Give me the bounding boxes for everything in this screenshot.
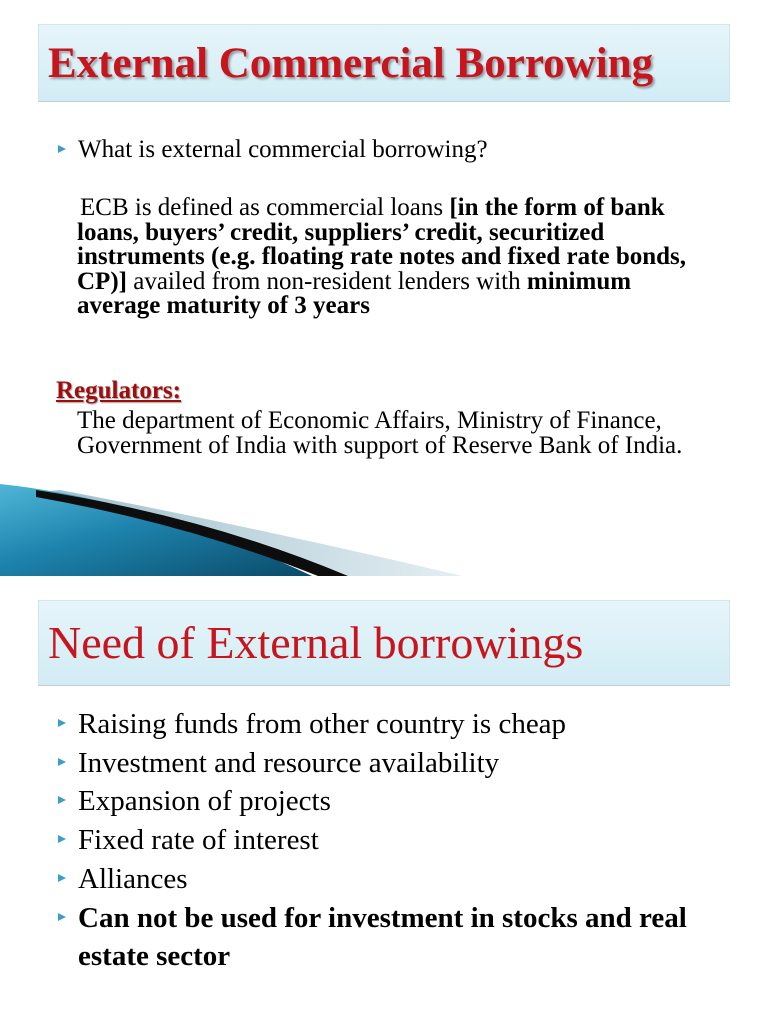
ecb-definition-paragraph <box>77 196 686 319</box>
bullet-item-question <box>0 136 768 164</box>
slide-title-box <box>38 24 730 102</box>
slide-title: External Commercial Borrowing <box>48 40 654 87</box>
definition-line <box>77 294 686 319</box>
decorative-swoosh-graphic <box>0 470 470 576</box>
list-item <box>0 705 728 744</box>
regulators-text <box>77 408 682 458</box>
list-item-text: Expansion of projects <box>78 785 331 818</box>
definition-bold-text: CP)] <box>77 267 127 295</box>
definition-line <box>77 245 686 270</box>
triangle-bullet-icon <box>58 719 66 727</box>
list-item <box>0 860 728 899</box>
triangle-bullet-icon <box>58 145 66 153</box>
list-item-restriction <box>0 899 728 976</box>
regulators-line: The department of Economic Affairs, Ministry of Finance, <box>77 407 662 434</box>
list-item <box>0 782 728 821</box>
definition-text: availed from non-resident lenders with <box>126 267 527 295</box>
list-item <box>0 821 728 860</box>
regulators-heading: Regulators: <box>56 377 181 404</box>
bullet-text: What is external commercial borrowing? <box>78 136 488 163</box>
definition-line <box>77 218 686 246</box>
list-item <box>0 744 728 783</box>
triangle-bullet-icon <box>58 874 66 882</box>
definition-bold-text: [in the form of bank <box>449 194 665 221</box>
definition-line <box>77 196 686 221</box>
definition-bold-text: instruments (e.g. floating rate notes and fixed rate bonds, <box>77 243 687 270</box>
list-item-text: Fixed rate of interest <box>78 824 319 857</box>
definition-bold-text: loans, buyers’ credit, suppliers’ credit, securitized <box>77 218 605 246</box>
slide-need-of-external-borrowings <box>0 576 768 1024</box>
triangle-bullet-icon <box>58 913 66 921</box>
definition-line <box>77 267 686 295</box>
triangle-bullet-icon <box>58 835 66 843</box>
definition-text: ECB is defined as commercial loans <box>80 194 450 221</box>
definition-bold-text: minimum <box>526 267 632 295</box>
list-item-text: Alliances <box>78 862 188 895</box>
list-item-text: Investment and resource availability <box>78 746 500 779</box>
definition-bold-text: average maturity of 3 years <box>77 292 370 319</box>
slide-title: Need of External borrowings <box>48 617 584 668</box>
triangle-bullet-icon <box>58 796 66 804</box>
regulators-line: Government of India with support of Reserve Bank of India. <box>77 432 683 459</box>
slide-title-box <box>38 600 730 686</box>
list-item-text: Raising funds from other country is cheap <box>78 708 567 740</box>
triangle-bullet-icon <box>58 758 66 766</box>
needs-bullet-list <box>0 705 728 976</box>
list-item-text: Can not be used for investment in stocks and real estate sector <box>78 901 687 973</box>
